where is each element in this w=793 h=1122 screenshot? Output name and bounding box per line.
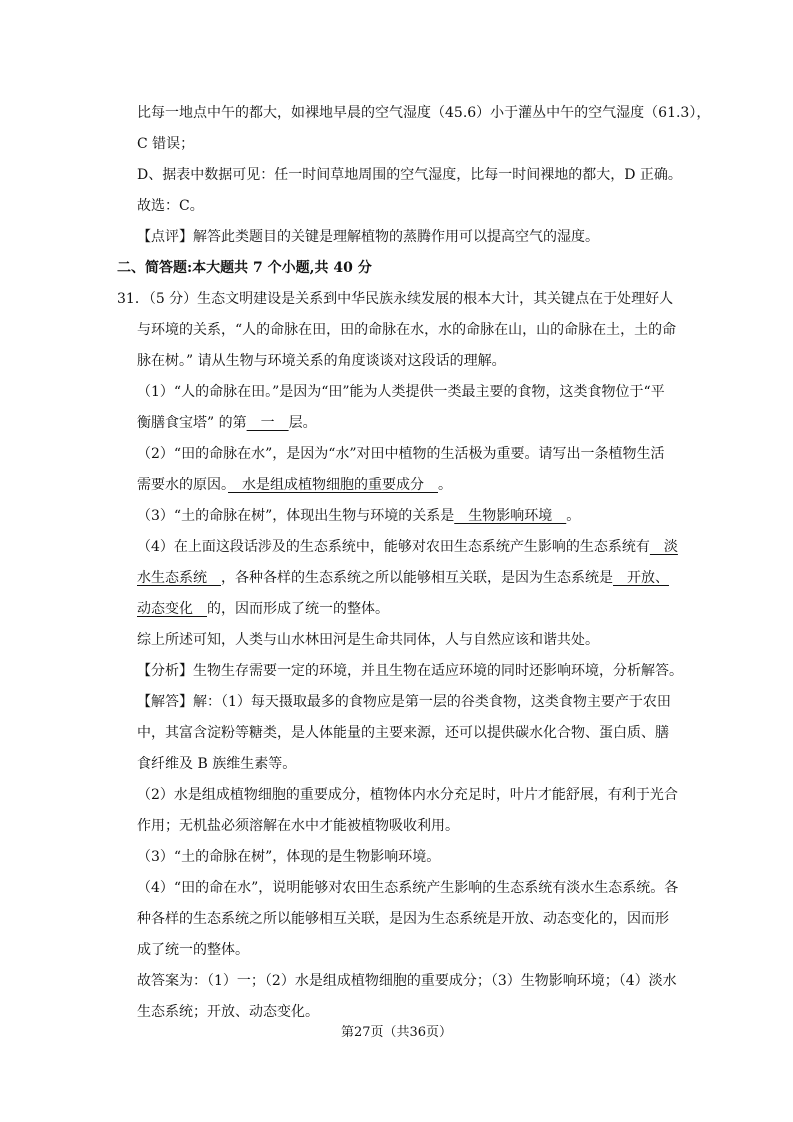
text-line [137,413,317,433]
text-segment: （4）“田的命在水”，说明能够对农田生态系统产生影响的生态系统有淡水生态系统。各 [137,880,679,896]
text-line [137,506,580,526]
text-segment: 中，其富含淀粉等糖类，是人体能量的主要来源，还可以提供碳水化合物、蛋白质、膳 [137,725,669,741]
text-line [137,754,296,774]
text-segment: 比每一地点中午的都大，如裸地早晨的空气湿度（45.6）小于灌丛中午的空气湿度（61.3）， [137,105,711,121]
text-line [137,971,677,991]
text-segment: 食纤维及 B 族维生素等。 [137,756,297,772]
text-segment: 层。 [288,415,317,431]
text-line [137,909,669,929]
text-segment: （2）“田的命脉在水”，是因为“水”对田中植物的生活极为重要。请写出一条植物生活 [137,446,665,462]
text-line [137,134,194,154]
text-segment: C 错误； [137,136,195,152]
text-segment: 需要水的原因。 [137,477,228,493]
text-segment: 成了统一的整体。 [137,942,249,958]
text-line [137,816,459,836]
text-segment: 。 [566,508,581,524]
text-segment: （4）在上面这段话涉及的生态系统中，能够对农田生态系统产生影响的生态系统有 [137,539,650,555]
text-segment: 综上所述可知，人类与山水林田河是生命共同体，人与自然应该和谐共处。 [137,632,599,648]
text-line [137,723,669,743]
text-line [137,227,599,247]
text-segment: 【点评】解答此类题目的关键是理解植物的蒸腾作用可以提高空气的湿度。 [137,229,599,245]
text-segment: （1）“人的命脉在田。”是因为“田”能为人类提供一类最主要的食物，这类食物位于“平 [137,384,665,400]
text-segment: 的，因而形成了统一的整体。 [207,601,389,617]
text-segment: 与环境的关系，“人的命脉在田，田的命脉在水，水的命脉在山，山的命脉在土，土的命 [137,322,677,338]
text-line [137,103,710,123]
text-segment: 种各样的生态系统之所以能够相互关联，是因为生态系统是开放、动态变化的，因而形 [137,911,669,927]
text-line [137,1002,319,1022]
text-segment: 生态系统；开放、动态变化。 [137,1004,319,1020]
text-line [137,351,506,371]
text-segment: 衡膳食宝塔” 的第 [137,415,247,431]
text-line [137,382,665,402]
text-line [117,289,673,309]
text-segment: （3）“土的命脉在树”，体现的是生物影响环境。 [137,849,441,865]
text-line [137,475,452,495]
answer-blank: 水生态系统 [137,570,221,586]
text-line [137,165,682,185]
text-segment: 故选：C。 [137,198,204,214]
text-line [137,320,676,340]
text-segment: 【分析】生物生存需要一定的环境，并且生物在适应环境的同时还影响环境，分析解答。 [137,663,683,679]
text-segment: 脉在树。” 请从生物与环境关系的角度谈谈对这段话的理解。 [137,353,506,369]
text-segment: 二、简答题:本大题共 7 个小题,共 40 分 [117,260,372,276]
answer-blank: 淡 [649,539,678,555]
text-line [117,258,372,278]
text-segment: ，各种各样的生态系统之所以能够相互关联，是因为生态系统是 [221,570,613,586]
text-segment: （2）水是组成植物细胞的重要成分，植物体内水分充足时，叶片才能舒展，有利于光合 [137,787,678,803]
text-segment: 作用；无机盐必须溶解在水中才能被植物吸收利用。 [137,818,459,834]
text-line [137,785,678,805]
text-line [137,692,671,712]
text-line [137,661,683,681]
answer-blank: 水是组成植物细胞的重要成分 [228,477,438,493]
text-line [137,444,665,464]
text-line [137,599,389,619]
text-segment: （3）“土的命脉在树”，体现出生物与环境的关系是 [137,508,455,524]
text-segment: D、据表中数据可见：任一时间草地周围的空气湿度，比每一时间裸地的都大，D 正确。 [137,167,682,183]
text-segment: 故答案为：（1）一；（2）水是组成植物细胞的重要成分；（3）生物影响环境；（4）淡水 [137,973,677,989]
text-segment: 【解答】解：（1）每天摄取最多的食物应是第一层的谷类食物，这类食物主要产于农田 [137,694,671,710]
text-line [137,847,440,867]
answer-blank: 生物影响环境 [454,508,567,524]
text-line [137,878,678,898]
text-line [137,630,599,650]
text-line [137,537,678,557]
text-line [137,940,249,960]
text-segment: 31．（5 分）生态文明建设是关系到中华民族永续发展的根本大计，其关键点在于处理好人 [117,291,674,307]
answer-blank: 一 [246,415,289,431]
text-line [137,568,669,588]
text-segment: 。 [438,477,452,493]
answer-blank: 开放、 [613,570,669,586]
answer-blank: 动态变化 [137,601,207,617]
text-line [137,196,204,216]
page-footer: 第27页（共36页） [340,1025,453,1040]
